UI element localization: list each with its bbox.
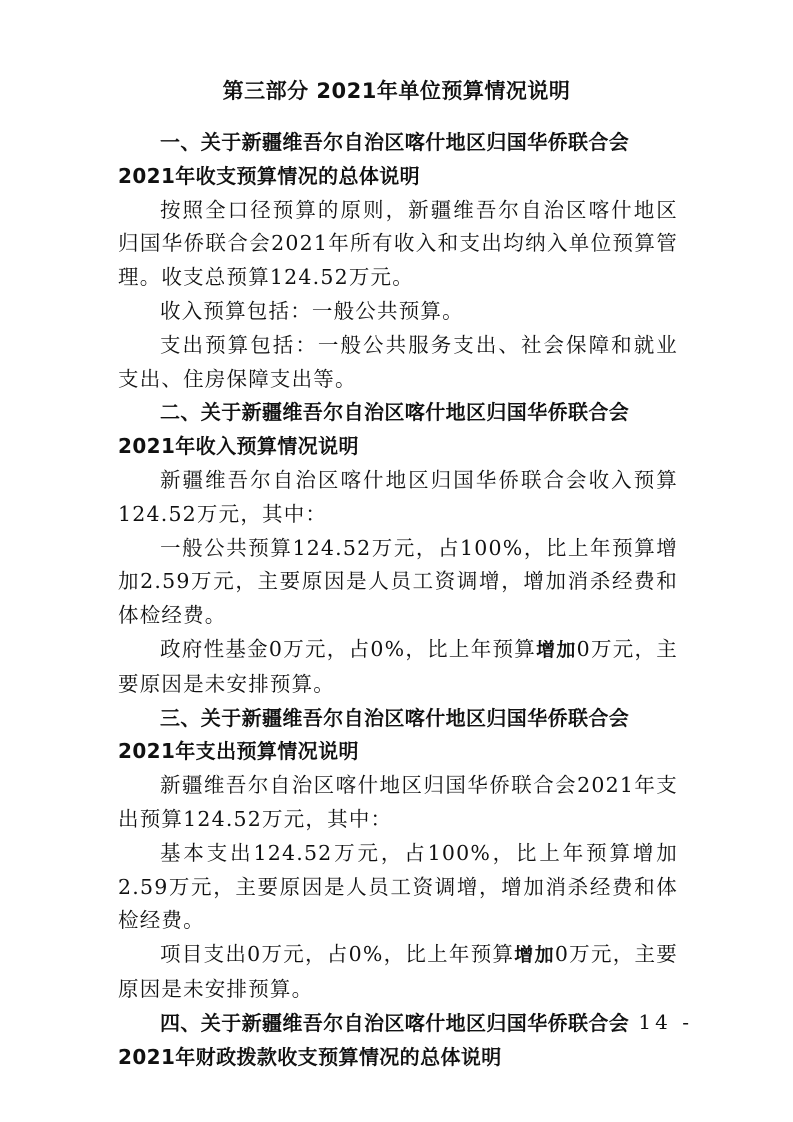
- section-heading: [118, 396, 678, 464]
- paragraph: [118, 938, 678, 1007]
- paragraph: 新疆维吾尔自治区喀什地区归国华侨联合会收入预算124.52万元，其中：: [118, 467, 678, 526]
- document-body: [118, 126, 678, 1074]
- section-heading: [118, 126, 678, 194]
- section-heading-line: 2021年收支预算情况的总体说明: [118, 163, 421, 188]
- paragraph: 一般公共预算124.52万元，占100%，比上年预算增加2.59万元，主要原因是人员工资调增，增加消杀经费和体检经费。: [118, 535, 678, 628]
- section-heading: [118, 1007, 678, 1075]
- paragraph: 按照全口径预算的原则，新疆维吾尔自治区喀什地区归国华侨联合会2021年所有收入和支出均纳入单位预算管理。收支总预算124.52万元。: [118, 197, 678, 290]
- section-heading-line: 2021年财政拨款收支预算情况的总体说明: [118, 1044, 502, 1069]
- highlighted-text: 增加: [514, 944, 555, 967]
- paragraph: [118, 633, 678, 702]
- section-heading-line: 一、关于新疆维吾尔自治区喀什地区归国华侨联合会: [160, 130, 630, 154]
- section-heading-line: 四、关于新疆维吾尔自治区喀什地区归国华侨联合会: [160, 1010, 630, 1035]
- paragraph-text: 政府性基金0万元，占0%，比上年预算: [160, 636, 537, 661]
- section-heading-line: 三、关于新疆维吾尔自治区喀什地区归国华侨联合会: [160, 705, 630, 730]
- paragraph-text: 项目支出0万元，占0%，比上年预算: [160, 942, 515, 967]
- paragraph: 支出预算包括：一般公共服务支出、社会保障和就业支出、住房保障支出等。: [118, 332, 678, 391]
- section-heading: [118, 702, 678, 770]
- paragraph: 收入预算包括：一般公共预算。: [160, 298, 464, 323]
- page-number: - 14 -: [617, 1010, 693, 1034]
- paragraph-text: 0万元，主要原因是未安排预算。: [118, 636, 679, 696]
- page-title: 第三部分 2021年单位预算情况说明: [222, 79, 571, 103]
- section-heading-line: 2021年支出预算情况说明: [118, 739, 359, 764]
- paragraph: 基本支出124.52万元，占100%，比上年预算增加2.59万元，主要原因是人员工资调增，增加消杀经费和体检经费。: [118, 840, 678, 933]
- section-heading-line: 2021年收入预算情况说明: [118, 434, 359, 459]
- section-heading-line: 二、关于新疆维吾尔自治区喀什地区归国华侨联合会: [160, 400, 630, 425]
- paragraph: 新疆维吾尔自治区喀什地区归国华侨联合会2021年支出预算124.52万元，其中：: [118, 773, 678, 831]
- highlighted-text: 增加: [536, 638, 577, 661]
- paragraph-text: 0万元，主要原因是未安排预算。: [118, 942, 679, 1001]
